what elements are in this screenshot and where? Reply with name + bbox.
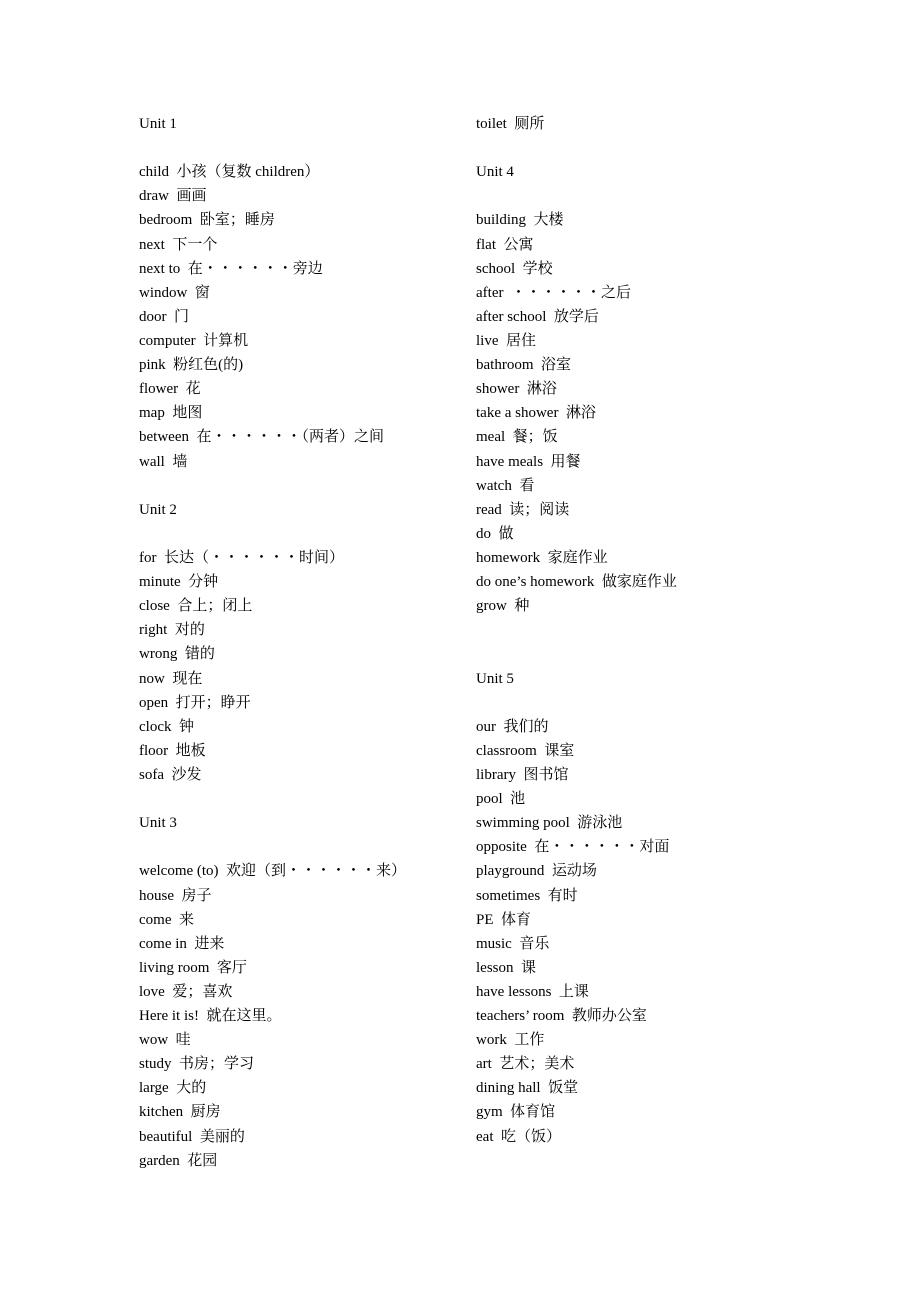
- vocab-entry: work 工作: [476, 1032, 545, 1049]
- unit-2-heading: Unit 2: [139, 501, 177, 518]
- vocab-entry: close 合上；闭上: [139, 598, 253, 615]
- vocab-entry: dining hall 饭堂: [476, 1080, 579, 1097]
- vocab-entry: door 门: [139, 308, 189, 325]
- vocab-entry: lesson 课: [476, 959, 537, 976]
- vocab-entry: music 音乐: [476, 935, 550, 952]
- vocab-entry: classroom 课室: [476, 742, 575, 759]
- vocab-entry: eat 吃（饭）: [476, 1128, 561, 1145]
- unit-1-heading: Unit 1: [139, 116, 177, 132]
- vocab-entry: homework 家庭作业: [476, 549, 608, 566]
- vocab-entry: after school 放学后: [476, 308, 599, 325]
- vocab-entry: wrong 错的: [139, 646, 215, 663]
- vocab-entry: house 房子: [139, 887, 212, 904]
- unit-3-heading: Unit 3: [139, 815, 177, 832]
- vocab-entry: grow 种: [476, 598, 530, 615]
- vocab-entry: study 书房；学习: [139, 1056, 255, 1073]
- vocab-entry: take a shower 淋浴: [476, 405, 596, 422]
- left-column: [139, 112, 469, 1173]
- blank-line: [476, 136, 806, 160]
- vocab-entry: shower 淋浴: [476, 381, 557, 398]
- vocab-entry: come 来: [139, 911, 194, 928]
- blank-line: [476, 642, 806, 666]
- vocab-entry: flower 花: [139, 381, 201, 398]
- blank-line: [476, 618, 806, 642]
- vocab-entry: sofa 沙发: [139, 766, 202, 783]
- vocab-entry: child 小孩（复数 children）: [139, 164, 320, 181]
- vocab-entry: meal 餐；饭: [476, 429, 558, 446]
- vocab-entry: teachers’ room 教师办公室: [476, 1008, 647, 1025]
- vocab-entry: flat 公寓: [476, 236, 534, 253]
- vocab-entry: art 艺术；美术: [476, 1056, 575, 1073]
- vocab-entry: clock 钟: [139, 718, 194, 735]
- vocab-entry: living room 客厅: [139, 959, 247, 976]
- vocab-entry: map 地图: [139, 405, 203, 422]
- vocab-entry: building 大楼: [476, 212, 564, 229]
- vocab-entry: next 下一个: [139, 236, 218, 253]
- vocab-entry: garden 花园: [139, 1152, 218, 1169]
- blank-line: [476, 691, 806, 715]
- vocab-entry: toilet 厕所: [476, 116, 545, 132]
- vocab-entry: welcome (to) 欢迎（到・・・・・・来）: [139, 863, 407, 880]
- blank-line: [139, 835, 469, 859]
- vocab-entry: come in 进来: [139, 935, 225, 952]
- vocab-entry: watch 看: [476, 477, 535, 494]
- vocab-entry: for 长达（・・・・・・时间）: [139, 549, 344, 566]
- blank-line: [476, 184, 806, 208]
- vocab-entry: bedroom 卧室；睡房: [139, 212, 275, 229]
- vocab-entry: beautiful 美丽的: [139, 1128, 245, 1145]
- vocab-entry: next to 在・・・・・・旁边: [139, 260, 323, 277]
- vocab-entry: read 读；阅读: [476, 501, 570, 518]
- vocab-entry: after ・・・・・・之后: [476, 284, 631, 301]
- vocab-entry: window 窗: [139, 284, 210, 301]
- vocab-entry: playground 运动场: [476, 863, 597, 880]
- vocab-entry: right 对的: [139, 622, 205, 639]
- vocab-entry: library 图书馆: [476, 766, 569, 783]
- vocab-entry: do 做: [476, 525, 514, 542]
- vocab-entry: love 爱；喜欢: [139, 983, 233, 1000]
- blank-line: [139, 787, 469, 811]
- vocab-entry: swimming pool 游泳池: [476, 815, 623, 832]
- vocab-entry: have lessons 上课: [476, 983, 589, 1000]
- vocab-entry: now 现在: [139, 670, 203, 687]
- vocab-entry: between 在・・・・・・（两者）之间: [139, 429, 384, 446]
- vocab-entry: school 学校: [476, 260, 553, 277]
- vocab-entry: do one’s homework 做家庭作业: [476, 574, 677, 591]
- right-column: [476, 112, 806, 1149]
- vocab-entry: open 打开；睁开: [139, 694, 251, 711]
- vocab-entry: wall 墙: [139, 453, 188, 470]
- vocab-entry: computer 计算机: [139, 332, 249, 349]
- vocab-entry: large 大的: [139, 1080, 207, 1097]
- unit-5-heading: Unit 5: [476, 670, 514, 687]
- unit-4-heading: Unit 4: [476, 164, 514, 181]
- blank-line: [139, 522, 469, 546]
- vocab-entry: pink 粉红色(的): [139, 357, 244, 374]
- vocab-entry: kitchen 厨房: [139, 1104, 221, 1121]
- blank-line: [139, 136, 469, 160]
- vocab-entry: sometimes 有时: [476, 887, 578, 904]
- vocab-entry: opposite 在・・・・・・对面: [476, 839, 670, 856]
- vocab-entry: pool 池: [476, 791, 526, 808]
- vocab-entry: draw 画画: [139, 188, 207, 205]
- vocab-entry: have meals 用餐: [476, 453, 581, 470]
- blank-line: [139, 474, 469, 498]
- vocab-entry: bathroom 浴室: [476, 357, 571, 374]
- vocab-entry: our 我们的: [476, 718, 549, 735]
- vocab-entry: gym 体育馆: [476, 1104, 556, 1121]
- vocab-entry: live 居住: [476, 332, 536, 349]
- vocab-entry: wow 哇: [139, 1032, 191, 1049]
- vocab-entry: floor 地板: [139, 742, 206, 759]
- vocab-entry: Here it is! 就在这里。: [139, 1008, 282, 1025]
- vocab-entry: minute 分钟: [139, 574, 219, 591]
- vocab-entry: PE 体育: [476, 911, 532, 928]
